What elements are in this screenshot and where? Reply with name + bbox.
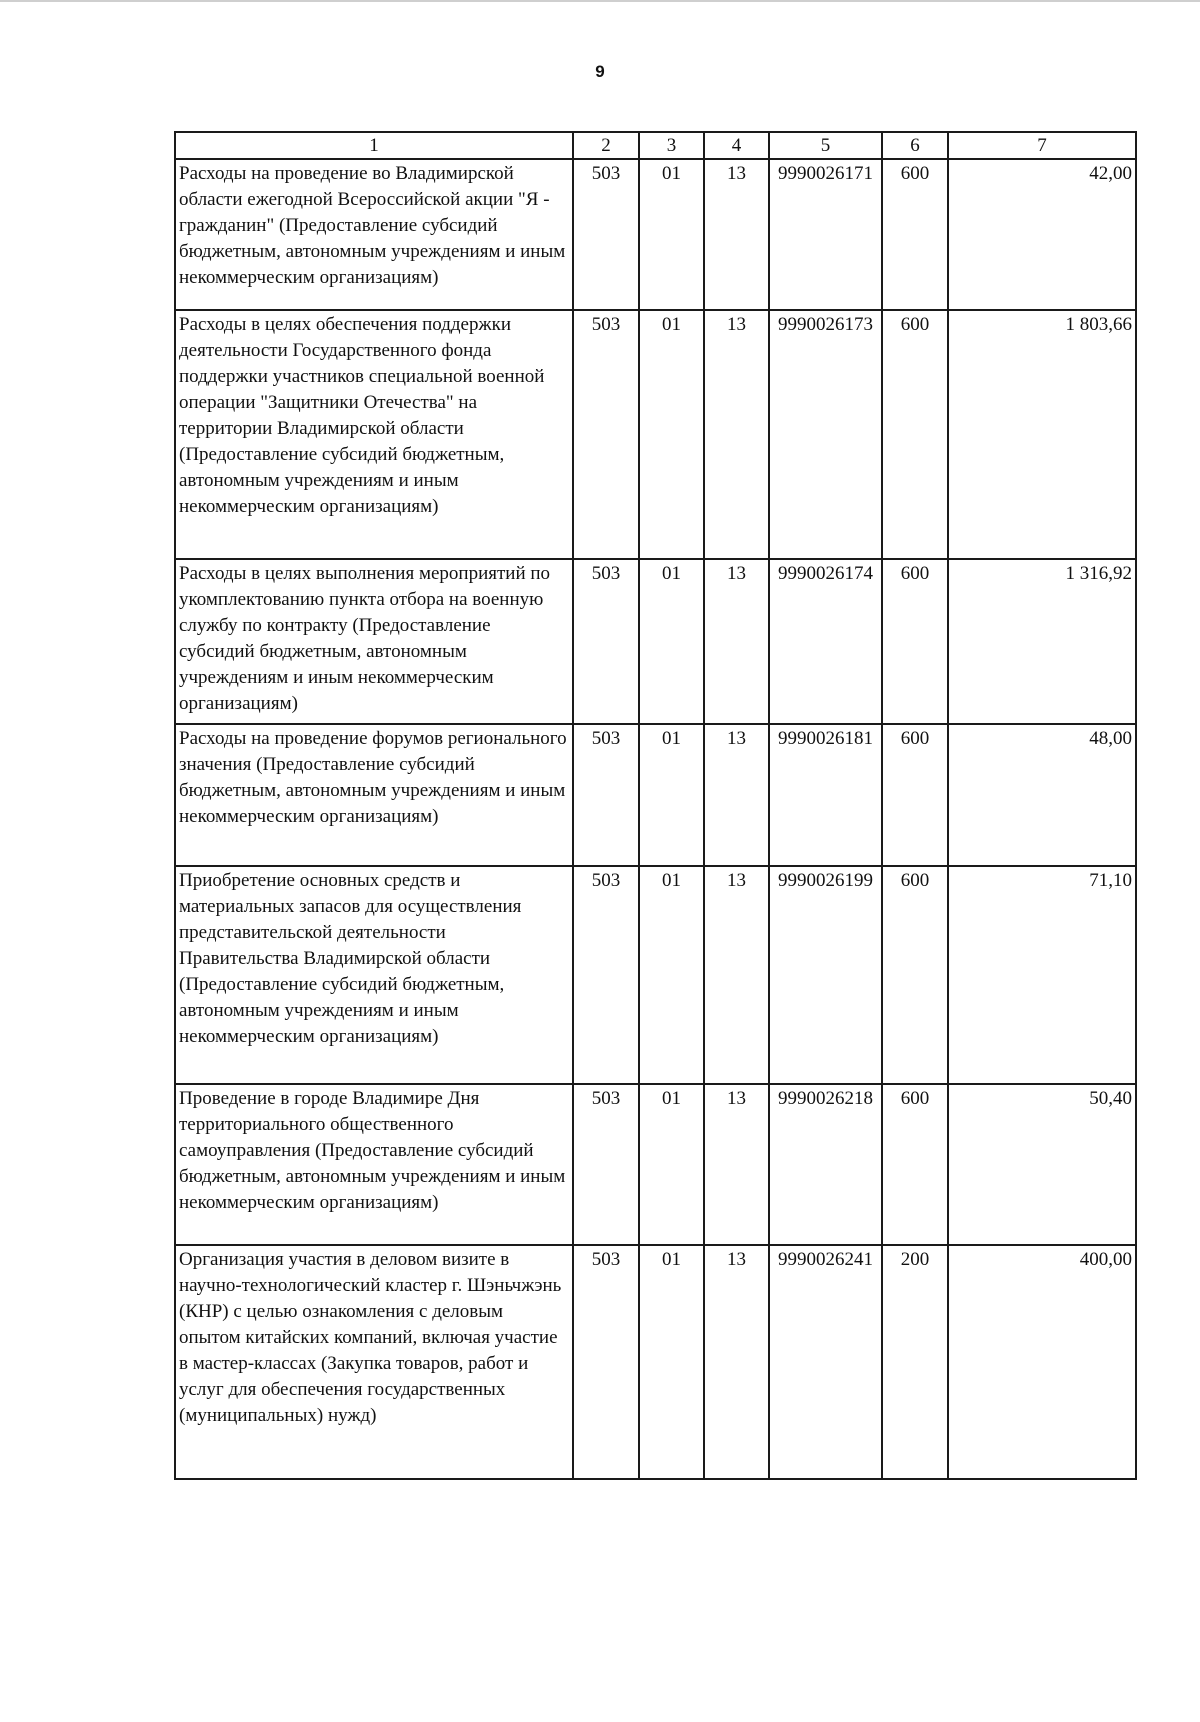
row-description: Приобретение основных средств и материальных запасов для осуществления представительской деятельности Правительства Владимирской области (Предоставление субсидий бюджетным, автономным учреждениям и иным некоммерческим организациям)	[175, 866, 573, 1084]
row-rz-code: 01	[639, 866, 704, 1084]
row-amount: 71,10	[948, 866, 1136, 1084]
row-amount: 42,00	[948, 159, 1136, 310]
table-row	[175, 866, 1136, 1084]
row-pr-code: 13	[704, 1084, 769, 1245]
column-header-6: 6	[882, 132, 948, 159]
row-gr-code: 503	[573, 159, 639, 310]
row-description: Расходы в целях обеспечения поддержки деятельности Государственного фонда поддержки участников специальной военной операции "Защитники Отечества" на территории Владимирской области (Предоставление субсидий бюджетным, автономным учреждениям и иным некоммерческим организациям)	[175, 310, 573, 559]
column-header-2: 2	[573, 132, 639, 159]
row-vr-code: 600	[882, 866, 948, 1084]
row-pr-code: 13	[704, 159, 769, 310]
row-rz-code: 01	[639, 559, 704, 724]
row-vr-code: 600	[882, 724, 948, 866]
row-amount: 48,00	[948, 724, 1136, 866]
table-row	[175, 159, 1136, 310]
row-description: Расходы на проведение форумов регионального значения (Предоставление субсидий бюджетным, автономным учреждениям и иным некоммерческим организациям)	[175, 724, 573, 866]
row-csr-code: 9990026171	[769, 159, 882, 310]
column-header-1: 1	[175, 132, 573, 159]
budget-table	[174, 131, 1137, 1480]
row-vr-code: 600	[882, 310, 948, 559]
row-amount: 50,40	[948, 1084, 1136, 1245]
row-csr-code: 9990026173	[769, 310, 882, 559]
row-csr-code: 9990026241	[769, 1245, 882, 1479]
row-amount: 1 316,92	[948, 559, 1136, 724]
row-vr-code: 600	[882, 1084, 948, 1245]
scan-top-edge	[0, 0, 1200, 2]
row-vr-code: 600	[882, 159, 948, 310]
row-csr-code: 9990026218	[769, 1084, 882, 1245]
row-pr-code: 13	[704, 724, 769, 866]
row-pr-code: 13	[704, 1245, 769, 1479]
row-csr-code: 9990026174	[769, 559, 882, 724]
row-rz-code: 01	[639, 1084, 704, 1245]
row-description: Расходы на проведение во Владимирской области ежегодной Всероссийской акции "Я - гражданин" (Предоставление субсидий бюджетным, автономным учреждениям и иным некоммерческим организациям)	[175, 159, 573, 310]
column-header-7: 7	[948, 132, 1136, 159]
row-rz-code: 01	[639, 1245, 704, 1479]
row-description: Проведение в городе Владимире Дня территориального общественного самоуправления (Предоставление субсидий бюджетным, автономным учреждениям и иным некоммерческим организациям)	[175, 1084, 573, 1245]
row-gr-code: 503	[573, 724, 639, 866]
column-header-3: 3	[639, 132, 704, 159]
row-csr-code: 9990026181	[769, 724, 882, 866]
row-rz-code: 01	[639, 159, 704, 310]
table-row	[175, 1245, 1136, 1479]
table-row	[175, 559, 1136, 724]
row-gr-code: 503	[573, 866, 639, 1084]
table-row	[175, 310, 1136, 559]
table-row	[175, 724, 1136, 866]
row-pr-code: 13	[704, 559, 769, 724]
row-amount: 400,00	[948, 1245, 1136, 1479]
row-csr-code: 9990026199	[769, 866, 882, 1084]
row-description: Организация участия в деловом визите в научно-технологический кластер г. Шэньчжэнь (КНР) с целью ознакомления с деловым опытом китайских компаний, включая участие в мастер-классах (Закупка товаров, работ и услуг для обеспечения государственных (муниципальных) нужд)	[175, 1245, 573, 1479]
column-header-4: 4	[704, 132, 769, 159]
column-header-5: 5	[769, 132, 882, 159]
row-rz-code: 01	[639, 310, 704, 559]
row-gr-code: 503	[573, 310, 639, 559]
row-vr-code: 200	[882, 1245, 948, 1479]
row-rz-code: 01	[639, 724, 704, 866]
row-pr-code: 13	[704, 310, 769, 559]
page-number: 9	[595, 62, 605, 81]
row-vr-code: 600	[882, 559, 948, 724]
row-pr-code: 13	[704, 866, 769, 1084]
row-gr-code: 503	[573, 559, 639, 724]
row-gr-code: 503	[573, 1245, 639, 1479]
table-row	[175, 1084, 1136, 1245]
row-amount: 1 803,66	[948, 310, 1136, 559]
table-header-row	[175, 132, 1136, 159]
row-description: Расходы в целях выполнения мероприятий по укомплектованию пункта отбора на военную службу по контракту (Предоставление субсидий бюджетным, автономным учреждениям и иным некоммерческим организациям)	[175, 559, 573, 724]
row-gr-code: 503	[573, 1084, 639, 1245]
